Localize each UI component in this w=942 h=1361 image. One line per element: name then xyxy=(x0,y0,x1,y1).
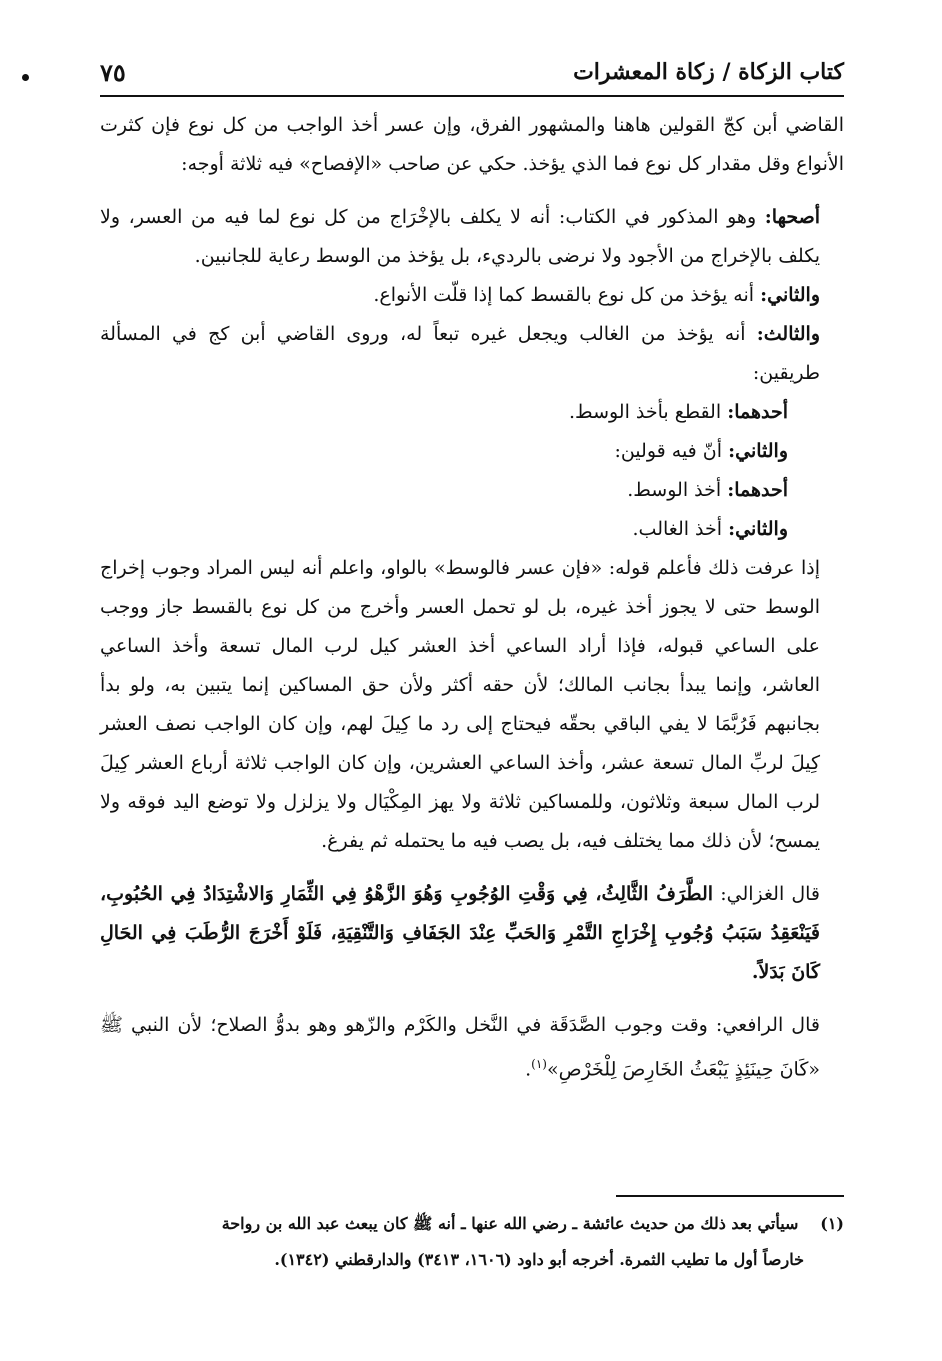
footnote-marker: (١) xyxy=(531,1057,547,1071)
way-2 xyxy=(100,432,844,471)
page-number: ٧٥ xyxy=(100,57,126,87)
paragraph-1: القاضي أبن كجّ القولين هاهنا والمشهور الفرق، وإن عسر أخذ الواجب من كل نوع فإن كثرت الأنواع وقل مقدار كل نوع فما الذي يؤخذ. حكي عن صاحب «الإفصاح» فيه ثلاثة أوجه: xyxy=(100,114,844,175)
paragraph-4-text: أنه يؤخذ من الغالب ويجعل غيره تبعاً له، وروى القاضي أبن كج في المسألة طريقين: xyxy=(100,323,820,384)
way-2-text: أنّ فيه قولين: xyxy=(614,440,723,462)
way-4 xyxy=(100,510,844,549)
main-text xyxy=(100,106,844,1089)
paragraph-4-label: والثالث: xyxy=(756,323,820,345)
way-3-text: أخذ الوسط. xyxy=(627,479,722,501)
way-2-label: والثاني: xyxy=(728,440,788,462)
way-3-label: أحدهما: xyxy=(727,479,788,501)
header-rule xyxy=(100,95,844,97)
paragraph-5: إذا عرفت ذلك فأعلم قوله: «فإن عسر فالوسط» بالواو، واعلم أنه ليس المراد وجوب إخراج الوسط حتى لا يجوز أخذ غيره، بل لو تحمل العسر وأخرج من كل نوع بالقسط جاز ووجب على الساعي قبوله، فإذا أراد الساعي أخذ العشر كيل لرب المال تسعة وأخذ الساعي العاشر، وإنما يبدأ بجانب المالك؛ لأن حقه أكثر ولأن حق المساكين إنما يتبين به، ولو بدأ بجانبهم فَرُبَّمَا لا يفي الباقي بحقّه فيحتاج إلى رد ما كِيلَ لهم، وإن كان الواجب نصف العشر كِيلَ لربِّ المال تسعة عشر، وأخذ الساعي العشرين، وإن كان الواجب ثلاثة أرباع العشر كِيلَ لرب المال سبعة وثلاثون، وللمساكين ثلاثة ولا يهز المِكْيَال ولا يزلزل ولا توضع اليد فوقه ولا يمسح؛ لأن ذلك مما يختلف فيه، بل يصب فيه ما يحتمله ثم يفرغ. xyxy=(100,557,820,852)
ghazali-intro: قال الغزالي: xyxy=(720,883,820,905)
way-4-label: والثاني: xyxy=(728,518,788,540)
footnote xyxy=(100,1206,844,1278)
running-header xyxy=(100,52,844,92)
footnote-line-1 xyxy=(100,1206,844,1242)
footnote-text-1: سيأتي بعد ذلك من حديث عائشة ـ رضي الله عنها ـ أنه ﷺ كان يبعث عبد الله بن رواحة xyxy=(221,1214,799,1233)
ghazali-quote: الطَّرَفُ الثَّالِثُ، فِي وَقْتِ الوُجُوبِ وَهُوَ الزَّهْوُ فِي الثِّمَارِ وَالاشْتِدَادُ فِي الحُبُوبِ، فَيَنْعَقِدُ سَبَبُ وُجُوبِ إِخْرَاجِ التَّمْرِ وَالحَبِّ عِنْدَ الجَفَافِ وَالتَّنْقِيَةِ، فَلَوْ أَخْرَجَ الرُّطَبَ فِي الحَالِ كَانَ بَدَلاً. xyxy=(100,883,820,983)
scan-dot xyxy=(22,74,29,81)
way-1-text: القطع بأخذ الوسط. xyxy=(569,401,722,423)
footnote-line-2: خارصاً أول ما تطيب الثمرة. أخرجه أبو داود (١٦٠٦، ٣٤١٣) والدارقطني (١٣٤٢). xyxy=(274,1250,804,1269)
rafii-text: قال الرافعي: وقت وجوب الصَّدَقَة في النَّخل والكَرْم والزّهو وهو بدوُّ الصلاح؛ لأن النبي ﷺ «كَانَ حِينَئِذٍ يَبْعَثُ الخَارِصَ لِلْخَرْصِ» xyxy=(100,1014,820,1081)
footnote-rule xyxy=(616,1195,844,1197)
paragraph-3-label: والثاني: xyxy=(760,284,820,306)
paragraph-7: قال الرافعي: وقت وجوب الصَّدَقَة في النَّخل والكَرْم والزّهو وهو بدوُّ الصلاح؛ لأن النبي ﷺ «كَانَ حِينَئِذٍ يَبْعَثُ الخَارِصَ لِلْخَرْصِ»$^{(١)}$. xyxy=(100,1014,820,1081)
paragraph-6 xyxy=(100,875,844,992)
way-1-label: أحدهما: xyxy=(727,401,788,423)
paragraph-4 xyxy=(100,315,844,393)
paragraph-3 xyxy=(100,276,844,315)
way-4-text: أخذ الغالب. xyxy=(632,518,723,540)
way-3 xyxy=(100,471,844,510)
paragraph-2-text: وهو المذكور في الكتاب: أنه لا يكلف بالإخْرَاج من كل نوع لما فيه من العسر، ولا يكلف بالإخراج من الأجود ولا نرضى بالرديء، بل يؤخذ من الوسط رعاية للجانبين. xyxy=(100,206,820,267)
way-1 xyxy=(100,393,844,432)
paragraph-3-text: أنه يؤخذ من كل نوع بالقسط كما إذا قلّت الأنواع. xyxy=(373,284,755,306)
header-title: كتاب الزكاة / زكاة المعشرات xyxy=(573,59,844,85)
footnote-number: (١) xyxy=(820,1214,844,1233)
paragraph-2-label: أصحها: xyxy=(764,206,821,228)
paragraph-2 xyxy=(100,198,844,276)
